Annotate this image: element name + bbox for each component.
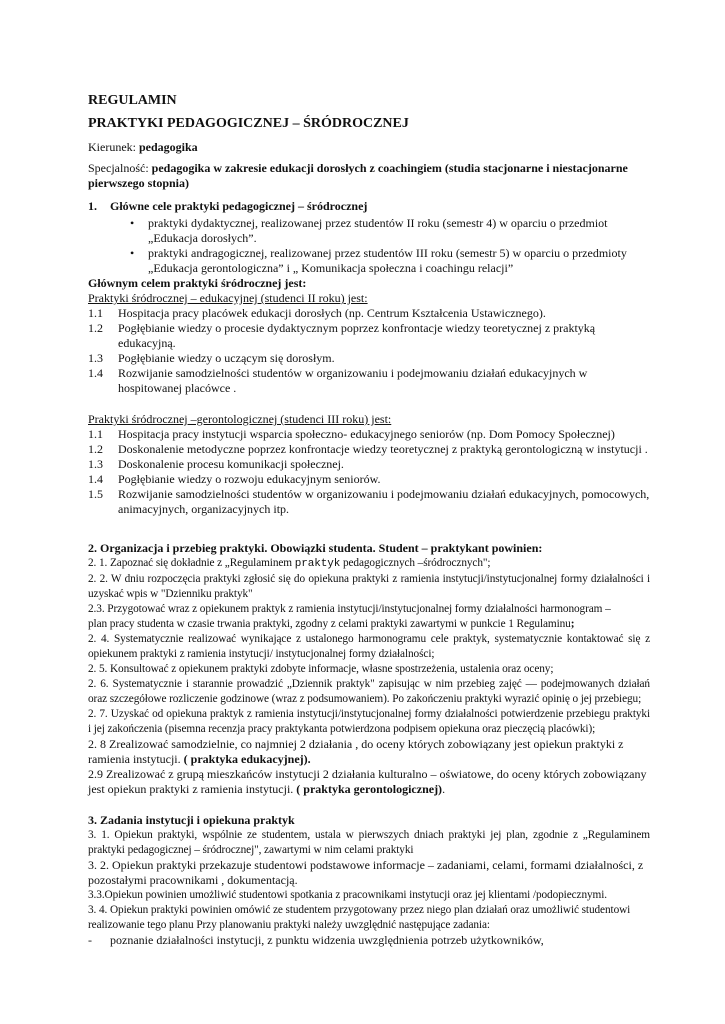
list-item [88, 442, 650, 457]
item-text: Pogłębianie wiedzy o procesie dydaktycznym poprzez konfrontacje wiedzy teoretycznej z praktyką edukacyjną. [118, 321, 596, 350]
paragraph-text: 2. 8 Zrealizować samodzielnie, co najmniej 2 działania , do oceny których zobowiązany jest opiekun praktyki z ramienia instytucji. [88, 737, 624, 766]
section3-body-2 [88, 888, 650, 933]
item-number: 1.5 [88, 487, 103, 501]
document-title: REGULAMIN [88, 93, 177, 108]
paragraph-3-1: 3. 1. Opiekun praktyki, wspólnie ze studentem, ustala w pierwszych dniach praktyki jej plan, zgodnie z „Regulaminem praktyki pedagogicznej – śródrocznej", zawartymi w nim celami praktyki [88, 829, 650, 856]
paragraph-2-3-cont [88, 617, 650, 632]
paragraph-text: plan pracy studenta w czasie trwania praktyki, zgodny z celami praktyki zawartymi w punkcie 1 Regulaminu [88, 618, 571, 630]
section1-bullet-list [88, 216, 650, 276]
paragraph-2-2: 2. 2. W dniu rozpoczęcia praktyki zgłosić się do opiekuna praktyki z ramienia instytucji/instytucjonalnej formy działalności i uzyskać wpis w "Dzienniku praktyk" [88, 573, 650, 600]
document-page [88, 92, 650, 948]
spacer [88, 396, 650, 412]
document-subtitle: PRAKTYKI PEDAGOGICZNEJ – ŚRÓDROCZNEJ [88, 116, 409, 131]
item-number: 1.4 [88, 366, 103, 380]
item-text: Pogłębianie wiedzy o rozwoju edukacyjnym seniorów. [118, 472, 381, 486]
kierunek-line [88, 140, 650, 155]
goal-heading: Głównym celem praktyki śródrocznej jest: [88, 276, 307, 290]
item-number: 1.2 [88, 442, 103, 456]
item-text: Rozwijanie samodzielności studentów w organizowaniu i podejmowaniu działań edukacyjnych, pomocowych, animacyjnych, organizacyjnych itp. [118, 487, 650, 516]
item-number: 1.2 [88, 321, 103, 335]
paragraph-2-3: 2.3. Przygotować wraz z opiekunem praktyk z ramienia instytucji/instytucjonalnej formy działalności harmonogram – [88, 603, 611, 615]
paragraph-2-6: 2. 6. Systematycznie i starannie prowadzić „Dziennik praktyk" zapisując w nim przebieg zajęć — podejmowanych działań oraz szczegółowe rozliczenie godzinowe (wraz z podsumowaniem). Po zakończeniu praktyki wyrazić opinię o jej przebiegu; [88, 678, 650, 705]
group-a-heading: Praktyki śródrocznej – edukacyjnej (studenci II roku) jest: [88, 291, 368, 305]
list-item [88, 933, 650, 948]
paragraph-2-9 [88, 767, 650, 797]
section1-title: Główne cele praktyki pedagogicznej – śródrocznej [110, 199, 368, 213]
group-a-list [88, 306, 650, 396]
item-number: 1.1 [88, 427, 103, 441]
paragraph-2-1 [88, 556, 650, 572]
paragraph-text: pedagogicznych –śródrocznych"; [340, 557, 491, 569]
section1-heading [88, 199, 650, 214]
item-text: poznanie działalności instytucji, z punktu widzenia uwzględnienia potrzeb użytkowników, [110, 933, 544, 947]
specjalnosc-label: Specjalność: [88, 161, 152, 175]
item-number: 1.3 [88, 351, 103, 365]
specjalnosc-line [88, 161, 650, 191]
paragraph-text: 2.9 Zrealizować z grupą mieszkańców instytucji 2 działania kulturalno – oświatowe, do oceny których zobowiązany jest opiekun praktyki z ramienia instytucji. [88, 767, 647, 796]
spacer [88, 517, 650, 541]
paragraph-text: ; [570, 618, 575, 630]
item-number: 1.4 [88, 472, 103, 486]
kierunek-value: pedagogika [138, 140, 198, 154]
list-item: • praktyki andragogicznej, realizowanej przez studentów III roku (semestr 5) w oparciu o przedmioty „Edukacja gerontologiczna” i „ Komunikacja społeczna i coachingu relacji” [148, 246, 650, 276]
section3-heading: 3. Zadania instytucji i opiekuna praktyk [88, 813, 295, 827]
list-item [88, 351, 650, 366]
paragraph-text: ( praktyka gerontologicznej) [296, 782, 443, 796]
section1-number: 1. [88, 199, 97, 213]
group-b-list [88, 427, 650, 517]
section2-body [88, 556, 650, 737]
spacer [88, 797, 650, 813]
list-item [88, 366, 650, 396]
paragraph-2-5: 2. 5. Konsultować z opiekunem praktyki zdobyte informacje, własne spostrzeżenia, ustalenia oraz oceny; [88, 663, 554, 675]
specjalnosc-value: pedagogika w zakresie edukacji dorosłych z coachingiem (studia stacjonarne i niestacjonarne pierwszego stopnia) [88, 161, 628, 190]
item-number: 1.1 [88, 306, 103, 320]
section2-heading: 2. Organizacja i przebieg praktyki. Obowiązki studenta. Student – praktykant powinien: [88, 541, 543, 555]
paragraph-text: praktyk [294, 558, 341, 570]
list-item [88, 427, 650, 442]
item-text: Rozwijanie samodzielności studentów w organizowaniu i podejmowaniu działań edukacyjnych w hospitowanej placówce . [118, 366, 588, 395]
list-item [88, 472, 650, 487]
paragraph-3-3: 3.3.Opiekun powinien umożliwić studentowi spotkania z pracownikami instytucji oraz jej klientami /podopiecznymi. [88, 889, 608, 901]
paragraph-2-7: 2. 7. Uzyskać od opiekuna praktyk z ramienia instytucji/instytucjonalnej formy działalności potwierdzenie przebiegu praktyki i jej zakończenia (pisemna recenzja pracy praktykanta potwierdzona podpisem opiekuna oraz pieczęcią placówki); [88, 708, 650, 735]
item-text: Doskonalenie procesu komunikacji społecznej. [118, 457, 344, 471]
paragraph-3-4: 3. 4. Opiekun praktyki powinien omówić ze studentem przygotowany przez niego plan działań oraz umożliwić studentowi realizowanie tego planu Przy planowaniu praktyki należy uwzględnić następujące zadania: [88, 904, 631, 931]
paragraph-text: 2. 1. Zapoznać się dokładnie z „Regulaminem [88, 557, 295, 569]
item-text: Hospitacja pracy instytucji wsparcia społeczno- edukacyjnego seniorów (np. Dom Pomocy Społecznej) [118, 427, 615, 441]
group-b-heading: Praktyki śródrocznej –gerontologicznej (studenci III roku) jest: [88, 412, 392, 426]
kierunek-label: Kierunek: [88, 140, 139, 154]
section3-body [88, 828, 650, 858]
paragraph-text: ( praktyka edukacyjnej). [183, 752, 311, 766]
paragraph-3-2: 3. 2. Opiekun praktyki przekazuje studentowi podstawowe informacje – zadaniami, celami, formami działalności, z pozostałymi pracownikami , dokumentacją. [88, 858, 644, 887]
item-text: Doskonalenie metodyczne poprzez konfrontacje wiedzy teoretycznej z praktyką gerontologiczną w instytucji . [118, 442, 648, 456]
paragraph-2-8 [88, 737, 650, 767]
list-item: • praktyki dydaktycznej, realizowanej przez studentów II roku (semestr 4) w oparciu o przedmiot „Edukacja dorosłych”. [148, 216, 650, 246]
paragraph-text: . [442, 782, 446, 796]
list-item [88, 487, 650, 517]
dash-marker: - [88, 933, 92, 947]
item-number: 1.3 [88, 457, 103, 471]
item-text: Hospitacja pracy placówek edukacji dorosłych (np. Centrum Kształcenia Ustawicznego). [118, 306, 546, 320]
item-text: Pogłębianie wiedzy o uczącym się dorosłym. [118, 351, 335, 365]
list-item [88, 457, 650, 472]
list-item [88, 321, 650, 351]
paragraph-2-4: 2. 4. Systematycznie realizować wynikające z ustalonego harmonogramu cele praktyk, systematycznie kontaktować się z opiekunem praktyki z ramienia instytucji/ instytucjonalnej formy działalności; [88, 633, 650, 660]
list-item [88, 306, 650, 321]
